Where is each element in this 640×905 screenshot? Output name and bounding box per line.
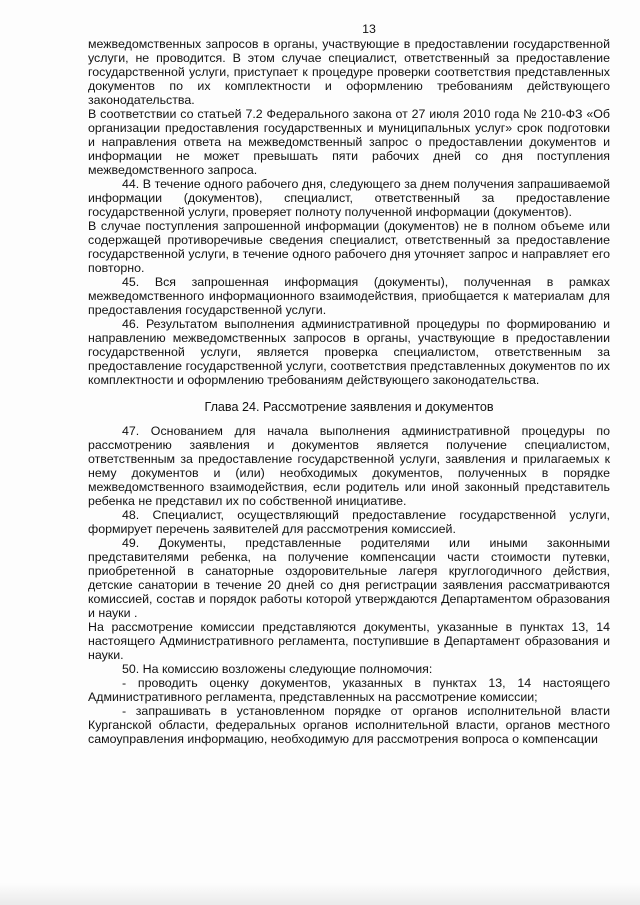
paragraph: 48. Специалист, осуществляющий предоставление государственной услуги, формирует перечень заявителей для рассмотрения комиссией. — [88, 508, 610, 536]
paragraph: В соответствии со статьей 7.2 Федерального закона от 27 июля 2010 года № 210-ФЗ «Об организации предоставления государственных и муниципальных услуг» срок подготовки и направления ответа на межведомственный запрос о предоставлении документов и информации не может превышать пяти рабочих дней со дня поступления межведомственного запроса. — [88, 107, 610, 177]
paragraph: 50. На комиссию возложены следующие полномочия: — [122, 662, 433, 676]
paragraph: - запрашивать в установленном порядке от органов исполнительной власти Курганской области, федеральных органов исполнительной власти, органов местного самоуправления информацию, необходимую для рассмотрения вопроса о компенсации — [88, 704, 610, 746]
scan-edge-shadow — [0, 883, 640, 905]
section-before-chapter — [88, 37, 610, 387]
paragraph: На рассмотрение комиссии представляются документы, указанные в пунктах 13, 14 настоящего Административного регламента, поступившие в Департамент образования и науки. — [88, 620, 610, 662]
paragraph: 46. Результатом выполнения административной процедуры по формированию и направлению межведомственных запросов в органы, участвующие в предоставлении государственной услуги, является проверка специалистом, ответственным за предоставление государственной услуги, соответствия представленных документов по их комплектности и оформлению требованиям действующего законодательства. — [88, 317, 610, 387]
page-number: 13 — [362, 22, 376, 36]
paragraph: 44. В течение одного рабочего дня, следующего за днем получения запрашиваемой информации (документов), специалист, ответственный за предоставление государственной услуги, проверяет полноту полученной информации (документов). — [88, 177, 610, 219]
paragraph: межведомственных запросов в органы, участвующие в предоставлении государственной услуги, не проводится. В этом случае специалист, ответственный за предоставление государственной услуги, приступает к процедуре проверки соответствия представленных документов по их комплектности и оформлению требованиям действующего законодательства. — [88, 37, 610, 107]
paragraph: 47. Основанием для начала выполнения административной процедуры по рассмотрению заявления и документов является получение специалистом, ответственным за предоставление государственной услуги, заявления и прилагаемых к нему документов и (или) необходимых документов, полученных в порядке межведомственного взаимодействия, если родитель или иной законный представитель ребенка не представил их по собственной инициативе. — [88, 424, 610, 508]
chapter-title: Глава 24. Рассмотрение заявления и документов — [204, 400, 494, 414]
section-after-chapter — [88, 424, 610, 746]
paragraph: В случае поступления запрошенной информации (документов) не в полном объеме или содержащей противоречивые сведения специалист, ответственный за предоставление государственной услуги, в течение одного рабочего дня уточняет запрос и направляет его повторно. — [88, 219, 610, 275]
paragraph: 49. Документы, представленные родителями или иными законными представителями ребенка, на получение компенсации части стоимости путевки, приобретенной в санаторные оздоровительные лагеря круглогодичного действия, детские санатории в течение 20 дней со дня регистрации заявления рассматриваются комиссией, состав и порядок работы которой утверждаются Департаментом образования и науки . — [88, 536, 610, 620]
paragraph: - проводить оценку документов, указанных в пунктах 13, 14 настоящего Административного регламента, представленных на рассмотрение комиссии; — [88, 676, 610, 704]
paragraph: 45. Вся запрошенная информация (документы), полученная в рамках межведомственного информационного взаимодействия, приобщается к материалам для предоставления государственной услуги. — [88, 275, 610, 317]
